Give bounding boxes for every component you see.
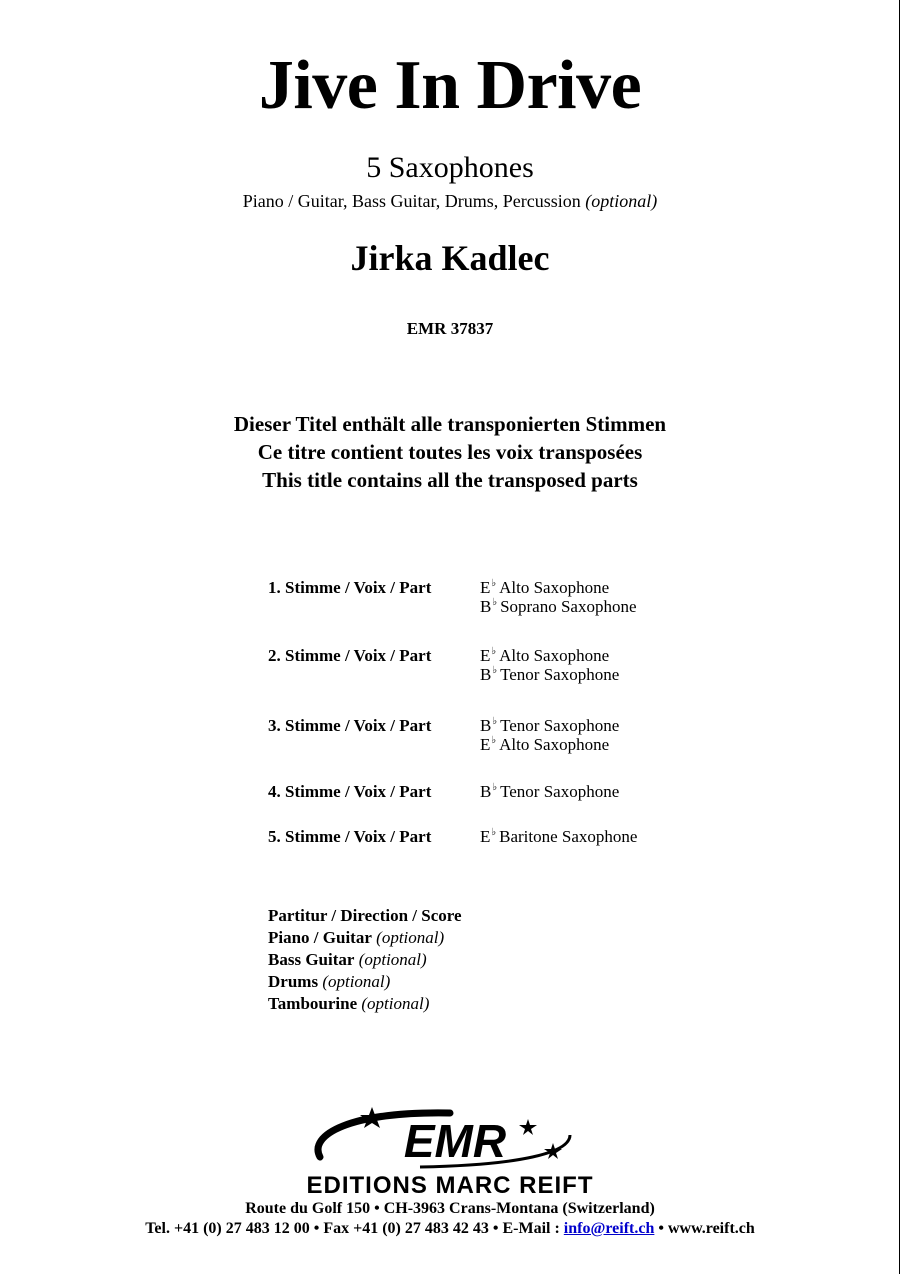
- part-row: [268, 578, 788, 616]
- extra-optional: (optional): [322, 972, 391, 991]
- flat-icon: ♭: [492, 782, 498, 794]
- composer-name: Jirka Kadlec: [350, 238, 550, 278]
- note-german: Dieser Titel enthält alle transponierten Stimmen: [233, 412, 667, 436]
- part-label: 3. Stimme / Voix / Part: [268, 716, 432, 735]
- part-instruments: [480, 827, 637, 846]
- instrument-name: Tenor Saxophone: [500, 782, 620, 801]
- part-label: 5. Stimme / Voix / Part: [268, 827, 432, 846]
- part-instruments: [480, 782, 619, 801]
- instrument-line: [480, 716, 619, 735]
- instrument-key: E: [480, 827, 491, 846]
- email-link[interactable]: info@reift.ch: [563, 1220, 655, 1237]
- instrument-key: B: [480, 716, 492, 735]
- instrument-line: [480, 782, 619, 801]
- extra-name: Drums: [268, 972, 319, 991]
- flat-icon: ♭: [491, 578, 497, 590]
- instrument-line: [480, 578, 637, 597]
- instrument-name: Baritone Saxophone: [499, 827, 638, 846]
- publisher-name: EDITIONS MARC REIFT: [306, 1172, 594, 1199]
- instrument-key: B: [480, 782, 492, 801]
- instrument-line: [480, 597, 637, 616]
- instrument-key: B: [480, 665, 492, 684]
- contact-phone-fax: Tel. +41 (0) 27 483 12 00 • Fax +41 (0) 27 483 42 43 • E-Mail :: [145, 1220, 564, 1237]
- extra-item: [268, 993, 462, 1015]
- instrument-key: E: [480, 735, 491, 754]
- instrument-name: Alto Saxophone: [499, 735, 610, 754]
- flat-icon: ♭: [491, 646, 497, 658]
- note-english: This title contains all the transposed parts: [262, 468, 638, 492]
- flat-icon: ♭: [491, 735, 497, 747]
- parts-list: [268, 578, 788, 846]
- instrument-line: [480, 646, 619, 665]
- part-row: [268, 827, 788, 846]
- extras-list: [268, 905, 462, 1015]
- transposition-notes: [0, 410, 900, 494]
- instrument-line: [480, 827, 637, 846]
- part-instruments: [480, 716, 619, 754]
- note-french: Ce titre contient toutes les voix transposées: [257, 440, 643, 464]
- contact-website: • www.reift.ch: [654, 1220, 755, 1237]
- flat-icon: ♭: [491, 827, 497, 839]
- instrument-name: Alto Saxophone: [499, 646, 610, 665]
- part-label: 2. Stimme / Voix / Part: [268, 646, 432, 665]
- extra-name: Piano / Guitar: [268, 928, 372, 947]
- extra-item: [268, 949, 462, 971]
- emr-logo: [300, 1105, 600, 1175]
- instrument-key: B: [480, 597, 492, 616]
- extra-item: [268, 971, 462, 993]
- part-label: 4. Stimme / Voix / Part: [268, 782, 432, 801]
- part-label: 1. Stimme / Voix / Part: [268, 578, 432, 597]
- instrument-line: [480, 735, 619, 754]
- instrument-name: Soprano Saxophone: [500, 597, 637, 616]
- extra-optional: (optional): [358, 950, 427, 969]
- instrument-name: Alto Saxophone: [499, 578, 610, 597]
- subtitle: 5 Saxophones: [366, 151, 534, 184]
- extra-item: [268, 905, 462, 927]
- part-instruments: [480, 646, 619, 684]
- flat-icon: ♭: [492, 665, 498, 677]
- instrument-name: Tenor Saxophone: [500, 716, 620, 735]
- instrumentation-optional: (optional): [585, 191, 658, 211]
- publisher-address: Route du Golf 150 • CH-3963 Crans-Montana (Switzerland): [245, 1200, 655, 1217]
- instrument-name: Tenor Saxophone: [500, 665, 620, 684]
- extra-optional: (optional): [376, 928, 445, 947]
- instrument-key: E: [480, 646, 491, 665]
- page-title: Jive In Drive: [258, 47, 642, 124]
- extra-optional: (optional): [361, 994, 430, 1013]
- instrument-line: [480, 665, 619, 684]
- part-row: [268, 646, 788, 684]
- extra-item: [268, 927, 462, 949]
- instrumentation-line: [0, 190, 900, 212]
- flat-icon: ♭: [492, 597, 498, 609]
- extra-name: Partitur / Direction / Score: [268, 906, 462, 925]
- part-row: [268, 716, 788, 754]
- instrument-key: E: [480, 578, 491, 597]
- svg-text:EMR: EMR: [403, 1115, 507, 1167]
- part-row: [268, 782, 788, 801]
- flat-icon: ♭: [492, 716, 498, 728]
- part-instruments: [480, 578, 637, 616]
- catalog-number: EMR 37837: [406, 319, 494, 338]
- publisher-contact: [0, 1219, 900, 1238]
- instrumentation-main: Piano / Guitar, Bass Guitar, Drums, Percussion: [242, 191, 581, 211]
- extra-name: Tambourine: [268, 994, 358, 1013]
- extra-name: Bass Guitar: [268, 950, 355, 969]
